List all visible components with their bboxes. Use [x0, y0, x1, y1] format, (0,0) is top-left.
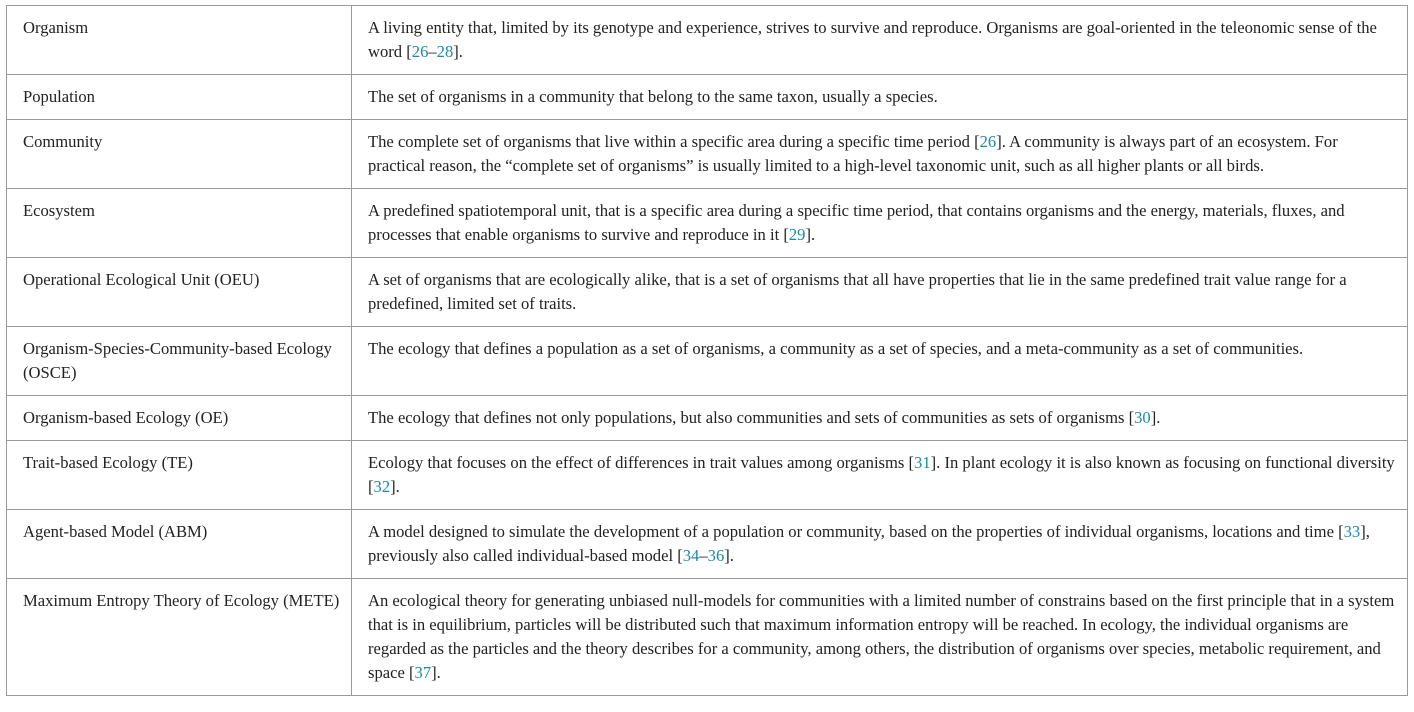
table-row — [7, 6, 1408, 75]
citation-link[interactable]: 32 — [373, 477, 391, 496]
definition-text: ], previously also called individual-based model [ — [368, 522, 1370, 565]
term-cell: Operational Ecological Unit (OEU) — [7, 258, 352, 327]
term-cell: Ecosystem — [7, 189, 352, 258]
citation-link[interactable]: 36 — [707, 546, 725, 565]
term-cell: Community — [7, 120, 352, 189]
definition-cell — [352, 441, 1408, 510]
definition-text: – — [428, 42, 437, 61]
term-cell: Agent-based Model (ABM) — [7, 510, 352, 579]
definition-text: ]. A community is always part of an ecosystem. For practical reason, the “complete set of organisms” is usually limited to a high-level taxonomic unit, such as all higher plants or all birds. — [368, 132, 1338, 175]
table-row — [7, 327, 1408, 396]
citation-link[interactable]: 26 — [979, 132, 997, 151]
table-row — [7, 258, 1408, 327]
definition-text: ]. In plant ecology it is also known as focusing on functional diversity [ — [368, 453, 1395, 496]
definition-text: ]. — [1150, 408, 1161, 427]
definition-cell — [352, 120, 1408, 189]
table-row — [7, 510, 1408, 579]
glossary-body — [7, 6, 1408, 696]
definition-text: ]. — [431, 663, 441, 682]
table-row — [7, 579, 1408, 696]
definition-text: Ecology that focuses on the effect of differences in trait values among organisms [ — [368, 453, 915, 472]
definition-text: The ecology that defines not only populations, but also communities and sets of communities as sets of organisms [ — [368, 408, 1135, 427]
definition-cell — [352, 510, 1408, 579]
definition-cell — [352, 579, 1408, 696]
definition-cell — [352, 258, 1408, 327]
citation-link[interactable]: 26 — [411, 42, 429, 61]
term-cell: Trait-based Ecology (TE) — [7, 441, 352, 510]
table-row — [7, 189, 1408, 258]
definition-cell — [352, 189, 1408, 258]
table-row — [7, 441, 1408, 510]
citation-link[interactable]: 37 — [414, 663, 432, 682]
definition-cell — [352, 6, 1408, 75]
term-cell: Population — [7, 75, 352, 120]
term-cell: Organism-based Ecology (OE) — [7, 396, 352, 441]
definition-text: ]. — [453, 42, 463, 61]
citation-link[interactable]: 31 — [914, 453, 931, 472]
citation-link[interactable]: 30 — [1134, 408, 1151, 427]
citation-link[interactable]: 29 — [788, 225, 806, 244]
definition-text: A set of organisms that are ecologically alike, that is a set of organisms that all have properties that lie in the same predefined trait value range for a predefined, limited set of traits. — [368, 270, 1347, 313]
term-cell: Organism — [7, 6, 352, 75]
definition-text: ]. — [805, 225, 816, 244]
citation-link[interactable]: 34 — [682, 546, 700, 565]
definition-cell — [352, 327, 1408, 396]
definition-text: A predefined spatiotemporal unit, that is a specific area during a specific time period, that contains organisms and the energy, materials, fluxes, and processes that enable organisms to survive and reproduce in it [ — [368, 201, 1345, 244]
definition-text: An ecological theory for generating unbiased null-models for communities with a limited number of constrains based on the first principle that in a system that is in equilibrium, particles will be distributed such that maximum information entropy will be reached. In ecology, the individual organisms are regarded as the particles and the theory describes for a community, among others, the distribution of organisms over species, metabolic requirement, and space [ — [368, 591, 1395, 682]
term-cell: Organism-Species-Community-based Ecology (OSCE) — [7, 327, 352, 396]
table-row — [7, 396, 1408, 441]
glossary-table — [6, 5, 1408, 696]
table-row — [7, 75, 1408, 120]
definition-cell — [352, 75, 1408, 120]
definition-text: A living entity that, limited by its genotype and experience, strives to survive and reproduce. Organisms are goal-oriented in the teleonomic sense of the word [ — [368, 18, 1377, 61]
definition-text: ]. — [724, 546, 734, 565]
definition-text: The ecology that defines a population as a set of organisms, a community as a set of species, and a meta-community as a set of communities. — [368, 339, 1304, 358]
definition-text: ]. — [390, 477, 400, 496]
citation-link[interactable]: 28 — [436, 42, 454, 61]
definition-text: A model designed to simulate the development of a population or community, based on the properties of individual organisms, locations and time [ — [368, 522, 1344, 541]
definition-text: The set of organisms in a community that belong to the same taxon, usually a species. — [368, 87, 938, 106]
definition-cell — [352, 396, 1408, 441]
definition-text: The complete set of organisms that live within a specific area during a specific time period [ — [368, 132, 980, 151]
citation-link[interactable]: 33 — [1343, 522, 1361, 541]
term-cell: Maximum Entropy Theory of Ecology (METE) — [7, 579, 352, 696]
definition-text: – — [699, 546, 708, 565]
table-row — [7, 120, 1408, 189]
